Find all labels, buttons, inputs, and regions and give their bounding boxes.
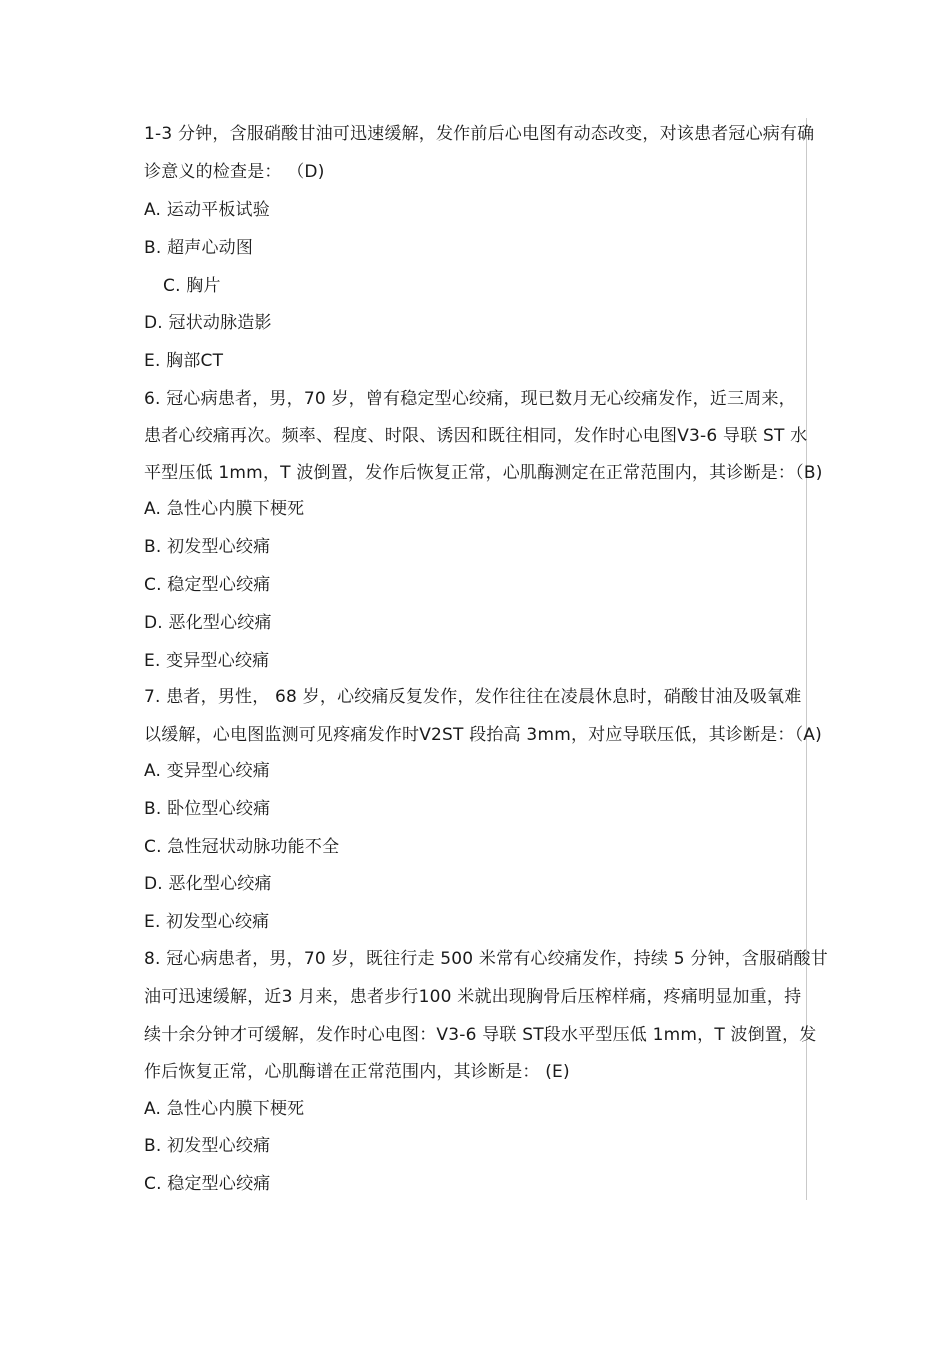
q7-option-d: D. 恶化型心绞痛 — [144, 874, 272, 894]
q7-option-a: A. 变异型心绞痛 — [144, 761, 270, 781]
q8-stem-line-1: 8. 冠心病患者，男，70 岁，既往行走 500 米常有心绞痛发作，持续 5 分钟，含服硝酸甘 — [144, 949, 828, 969]
q7-option-e: E. 初发型心绞痛 — [144, 912, 270, 932]
q7-option-c: C. 急性冠状动脉功能不全 — [144, 837, 340, 857]
q6-stem-line-1: 6. 冠心病患者，男，70 岁，曾有稳定型心绞痛，现已数月无心绞痛发作，近三周来， — [144, 389, 796, 409]
q6-stem-line-3: 平型压低 1mm，T 波倒置，发作后恢复正常，心肌酶测定在正常范围内，其诊断是：（B) — [144, 463, 823, 483]
q6-option-b: B. 初发型心绞痛 — [144, 537, 271, 557]
q8-option-c: C. 稳定型心绞痛 — [144, 1174, 271, 1194]
q7-stem-line-2: 以缓解，心电图监测可见疼痛发作时V2ST 段抬高 3mm，对应导联压低，其诊断是：（A) — [144, 725, 822, 745]
q5-stem-line-2: 诊意义的检查是： （D) — [144, 162, 325, 182]
q6-option-e: E. 变异型心绞痛 — [144, 651, 270, 671]
q8-stem-line-2: 油可迅速缓解，近3 月来，患者步行100 米就出现胸骨后压榨样痛，疼痛明显加重，持 — [144, 987, 802, 1007]
q8-stem-line-3: 续十余分钟才可缓解，发作时心电图：V3-6 导联 ST段水平型压低 1mm，T 波倒置，发 — [144, 1025, 817, 1045]
q5-option-a: A. 运动平板试验 — [144, 200, 270, 220]
q6-option-d: D. 恶化型心绞痛 — [144, 613, 272, 633]
q7-stem-line-1: 7. 患者，男性， 68 岁，心绞痛反复发作，发作往往在凌晨休息时，硝酸甘油及吸氧难 — [144, 687, 802, 707]
q7-option-b: B. 卧位型心绞痛 — [144, 799, 271, 819]
q8-option-a: A. 急性心内膜下梗死 — [144, 1099, 305, 1119]
q6-stem-line-2: 患者心绞痛再次。频率、程度、时限、诱因和既往相同，发作时心电图V3-6 导联 ST 水 — [144, 426, 808, 446]
q5-option-e: E. 胸部CT — [144, 351, 224, 371]
q6-option-c: C. 稳定型心绞痛 — [144, 575, 271, 595]
q8-stem-line-4: 作后恢复正常，心肌酶谱在正常范围内，其诊断是： (E) — [144, 1062, 570, 1082]
q5-option-b: B. 超声心动图 — [144, 238, 254, 258]
q5-stem-line-1: 1-3 分钟，含服硝酸甘油可迅速缓解，发作前后心电图有动态改变，对该患者冠心病有确 — [144, 124, 815, 144]
q5-option-d: D. 冠状动脉造影 — [144, 313, 272, 333]
q8-option-b: B. 初发型心绞痛 — [144, 1136, 271, 1156]
q6-option-a: A. 急性心内膜下梗死 — [144, 499, 305, 519]
q5-option-c: C. 胸片 — [163, 276, 221, 296]
